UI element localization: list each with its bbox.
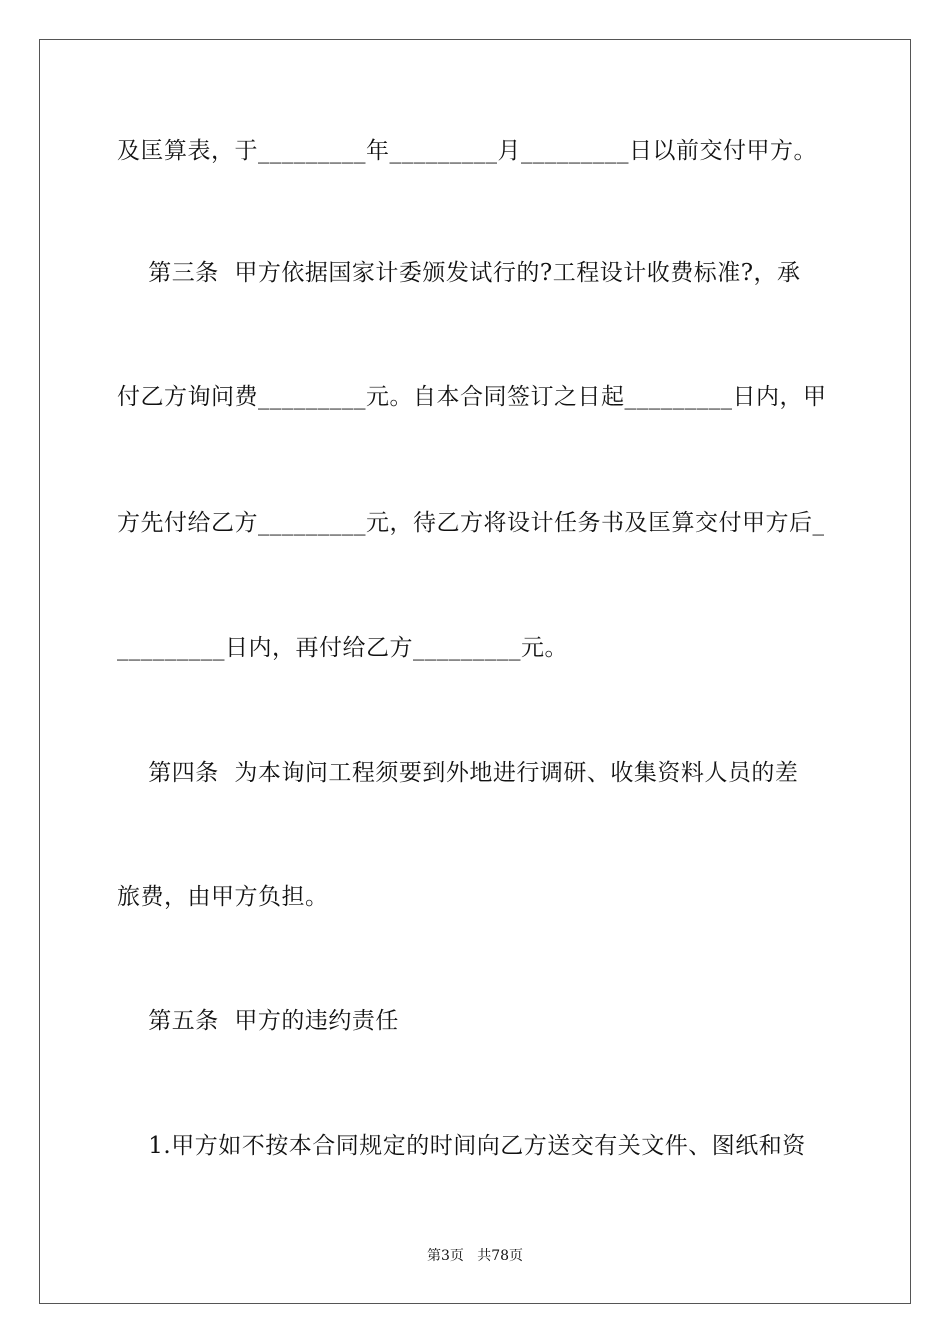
text-line-4: 方先付给乙方_________元，待乙方将设计任务书及匡算交付甲方后_ xyxy=(117,510,825,536)
text-line-item-1: 1.甲方如不按本合同规定的时间向乙方送交有关文件、图纸和资 xyxy=(117,1133,806,1159)
text-line-article-5: 第五条 甲方的违约责任 xyxy=(117,1008,399,1034)
text-line-1: 及匡算表，于_________年_________月_________日以前交付甲方。 xyxy=(117,138,817,164)
text-line-3: 付乙方询问费_________元。自本合同签订之日起_________日内，甲 xyxy=(117,384,827,410)
page-border xyxy=(39,39,911,1304)
page-number-footer: 第3页 共78页 xyxy=(426,1248,524,1264)
text-line-article-4: 第四条 为本询问工程须要到外地进行调研、收集资料人员的差 xyxy=(117,760,799,786)
text-line-5: _________日内，再付给乙方_________元。 xyxy=(117,635,568,661)
text-line-7: 旅费，由甲方负担。 xyxy=(117,884,329,910)
text-line-article-3: 第三条 甲方依据国家计委颁发试行的?工程设计收费标准?，承 xyxy=(117,260,801,286)
